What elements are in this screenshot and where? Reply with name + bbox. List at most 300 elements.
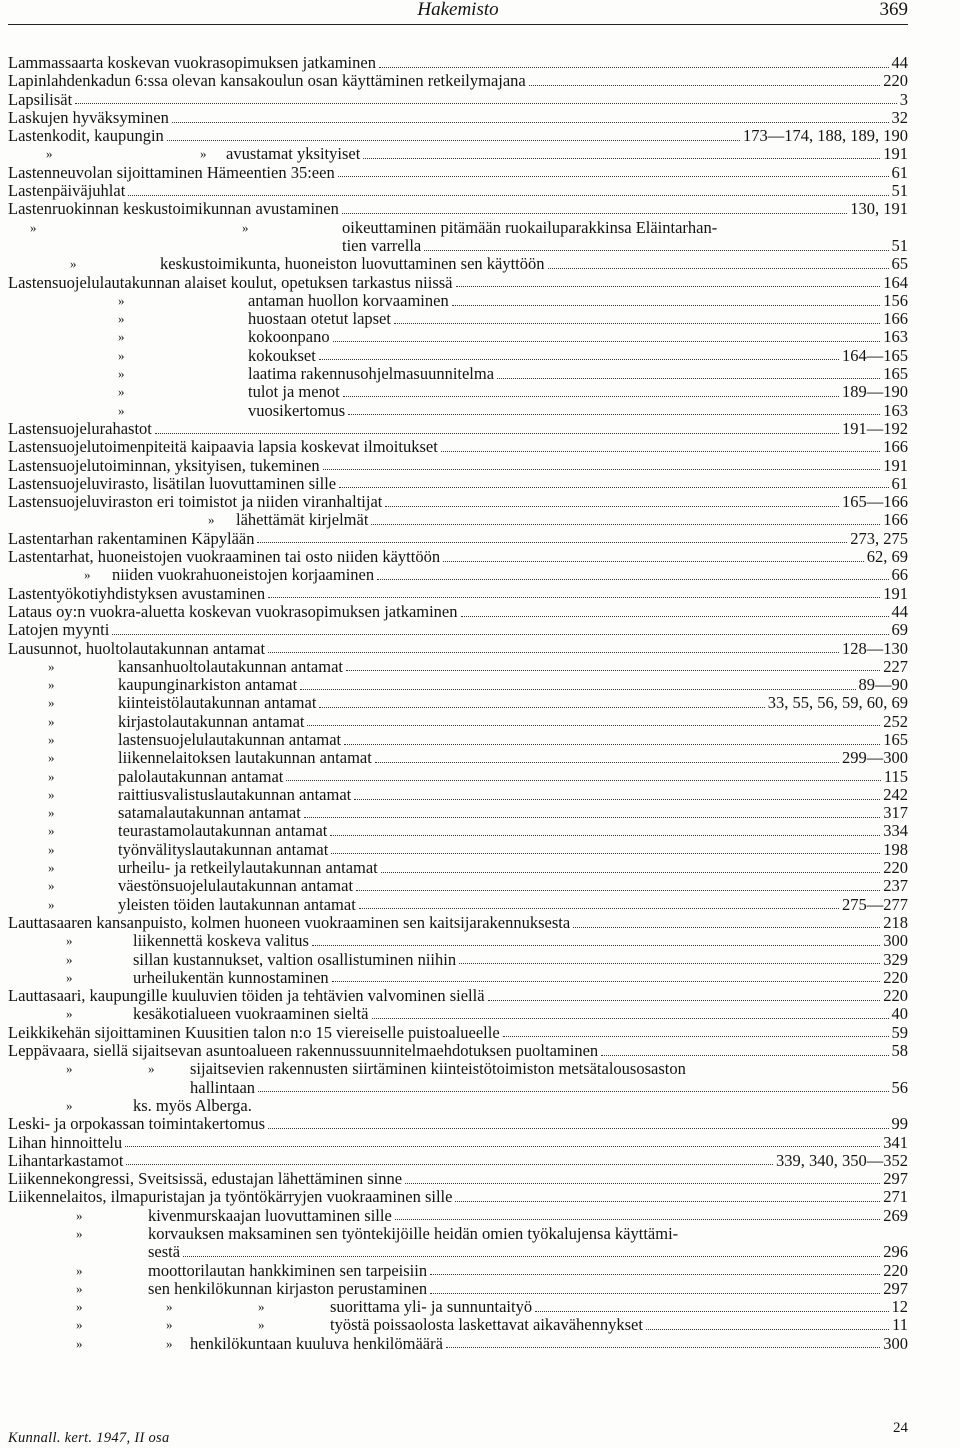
page-reference: 334 <box>883 821 908 841</box>
page-reference: 164—165 <box>842 345 908 365</box>
ditto-mark: » <box>30 219 37 235</box>
leader-dots <box>167 140 740 141</box>
page-reference: 51 <box>891 181 908 201</box>
page-reference: 220 <box>883 71 908 91</box>
index-entry <box>8 164 908 182</box>
ditto-mark: » <box>76 1299 83 1315</box>
leader-dots <box>354 799 880 800</box>
entry-text: Leikkikehän sijoittaminen Kuusitien talon n:o 15 viereiselle puistoalueelle <box>8 1022 500 1042</box>
index-entry <box>8 1005 908 1023</box>
leader-dots <box>183 1256 880 1257</box>
page-reference: 40 <box>891 1004 908 1024</box>
index-entry <box>8 457 908 475</box>
leader-dots <box>112 634 888 635</box>
page-reference: 227 <box>883 656 908 676</box>
leader-dots <box>459 963 880 964</box>
page-reference: 61 <box>891 162 908 182</box>
entry-text: työstä poissaolosta laskettavat aikavähennykset <box>330 1315 643 1335</box>
leader-dots <box>363 158 880 159</box>
page-reference: 218 <box>883 912 908 932</box>
index-entry <box>8 274 908 292</box>
entry-text: avustamat yksityiset <box>226 144 361 164</box>
entry-text: väestönsuojelulautakunnan antamat <box>118 876 354 896</box>
ditto-mark: » <box>76 1262 83 1278</box>
index-entry <box>8 859 908 877</box>
index-entry <box>8 383 908 401</box>
entry-text: Lastensuojelutoimenpiteitä kaipaavia lapsia koskevat ilmoitukset <box>8 437 438 457</box>
index-entry <box>8 731 908 749</box>
index-entry <box>8 438 908 456</box>
index-entry <box>8 255 908 273</box>
leader-dots <box>379 67 889 68</box>
page-reference: 3 <box>899 89 908 109</box>
page-number: 369 <box>879 0 908 20</box>
index-entry <box>8 1097 908 1115</box>
entry-text: suorittama yli- ja sunnuntaityö <box>330 1297 533 1317</box>
index-entry <box>8 219 908 256</box>
leader-dots <box>497 378 880 379</box>
signature-mark: 24 <box>893 1420 908 1436</box>
entry-text: hallintaan <box>190 1077 256 1097</box>
leader-dots <box>126 1164 773 1165</box>
leader-dots <box>312 945 880 946</box>
entry-text: Lastentarhat, huoneistojen vuokraaminen tai osto niiden käyttöön <box>8 547 441 567</box>
page-reference: 69 <box>891 620 908 640</box>
page-reference: 220 <box>883 1260 908 1280</box>
page-reference: 198 <box>883 839 908 859</box>
ditto-mark: » <box>166 1317 173 1333</box>
page-reference: 252 <box>883 711 908 731</box>
entry-text: Leppävaara, siellä sijaitsevan asuntoalueen rakennussuunnitelmaehdotuksen puoltaminen <box>8 1041 599 1061</box>
index-entry <box>8 896 908 914</box>
index-entry <box>8 1207 908 1225</box>
leader-dots <box>455 1201 880 1202</box>
leader-dots <box>372 1018 889 1019</box>
leader-dots <box>461 616 889 617</box>
ditto-mark: » <box>76 1317 83 1333</box>
entry-text: kaupunginarkiston antamat <box>118 675 298 695</box>
leader-dots <box>405 1183 880 1184</box>
page-reference: 165—166 <box>842 492 908 512</box>
index-entry <box>8 402 908 420</box>
entry-text: kiinteistölautakunnan antamat <box>118 693 317 713</box>
index-entry <box>8 530 908 548</box>
ditto-mark: » <box>48 841 55 857</box>
entry-text: Liikennelaitos, ilmapuristajan ja työntökärryjen vuokraaminen sille <box>8 1187 453 1207</box>
leader-dots <box>125 1146 880 1147</box>
entry-text: liikennettä koskeva valitus <box>133 931 309 951</box>
entry-text: Lastenruokinnan keskustoimikunnan avustaminen <box>8 199 339 219</box>
leader-dots <box>75 103 897 104</box>
page-reference: 191—192 <box>842 418 908 438</box>
page-reference: 56 <box>891 1077 908 1097</box>
entry-text: oikeuttaminen pitämään ruokailuparakkinsa Eläintarhan- <box>342 217 718 237</box>
ditto-mark: » <box>258 1317 265 1333</box>
index-entry <box>8 91 908 109</box>
index-entry <box>8 1298 908 1316</box>
leader-dots <box>395 1219 880 1220</box>
page-reference: 163 <box>883 327 908 347</box>
leader-dots <box>441 451 880 452</box>
ditto-mark: » <box>118 402 125 418</box>
index-entry <box>8 640 908 658</box>
page-reference: 173—174, 188, 189, 190 <box>743 126 908 146</box>
page-reference: 32 <box>891 107 908 127</box>
page-header <box>8 0 908 25</box>
ditto-mark: » <box>66 1061 73 1077</box>
page-reference: 269 <box>883 1205 908 1225</box>
leader-dots <box>344 744 880 745</box>
ditto-mark: » <box>118 366 125 382</box>
entry-text: Latojen myynti <box>8 620 110 640</box>
entry-text: Leski- ja orpokassan toimintakertomus <box>8 1114 266 1134</box>
entry-text: Lastensuojeluviraston eri toimistot ja niiden viranhaltijat <box>8 492 383 512</box>
ditto-mark: » <box>48 677 55 693</box>
entry-text: kivenmurskaajan luovuttaminen sille <box>148 1205 392 1225</box>
ditto-mark: » <box>200 146 207 162</box>
entry-text: lähettämät kirjelmät <box>236 510 369 530</box>
page-reference: 33, 55, 56, 59, 60, 69 <box>767 693 908 713</box>
leader-dots <box>430 1274 880 1275</box>
running-title: Hakemisto <box>417 0 499 20</box>
entry-text: tulot ja menot <box>248 382 340 402</box>
leader-dots <box>128 195 888 196</box>
entry-text: Laskujen hyväksyminen <box>8 107 169 127</box>
page-reference: 66 <box>891 565 908 585</box>
index-entry <box>8 54 908 72</box>
entry-text: Lataus oy:n vuokra-aluetta koskevan vuokrasopimuksen jatkaminen <box>8 601 458 621</box>
index-entry <box>8 72 908 90</box>
index-entry <box>8 292 908 310</box>
index-entry <box>8 365 908 383</box>
page-reference: 242 <box>883 784 908 804</box>
leader-dots <box>371 524 880 525</box>
entry-text: ks. myös Alberga. <box>133 1095 252 1115</box>
leader-dots <box>319 359 839 360</box>
entry-text: Lapsilisät <box>8 89 73 109</box>
index-entry <box>8 420 908 438</box>
index-entry <box>8 328 908 346</box>
ditto-mark: » <box>48 713 55 729</box>
page-footer <box>8 1420 908 1448</box>
entry-text: urheilu- ja retkeilylautakunnan antamat <box>118 858 378 878</box>
leader-dots <box>381 872 880 873</box>
leader-dots <box>172 122 889 123</box>
index-entry <box>8 841 908 859</box>
entry-text: Lammassaarta koskevan vuokrasopimuksen jatkaminen <box>8 53 376 72</box>
page-reference: 89—90 <box>858 675 908 695</box>
entry-text: Lastensuojelutoiminnan, yksityisen, tukeminen <box>8 455 320 475</box>
entry-text: sillan kustannukset, valtion osallistuminen niihin <box>133 949 457 969</box>
ditto-mark: » <box>48 878 55 894</box>
leader-dots <box>300 689 855 690</box>
entry-text: palolautakunnan antamat <box>118 766 284 786</box>
page-reference: 300 <box>883 1333 908 1353</box>
index-entry <box>8 621 908 639</box>
ditto-mark: » <box>148 1061 155 1077</box>
index-entry <box>8 676 908 694</box>
entry-text: Lihantarkastamot <box>8 1150 124 1170</box>
entry-text: sijaitsevien rakennusten siirtäminen kiinteistötoimiston metsätalousosaston <box>190 1059 686 1079</box>
entry-text: Lastentyökotiyhdistyksen avustaminen <box>8 583 266 603</box>
page-reference: 62, 69 <box>866 547 908 567</box>
entry-text: satamalautakunnan antamat <box>118 803 301 823</box>
index-entry <box>8 1170 908 1188</box>
entry-text: niiden vuokrahuoneistojen korjaaminen <box>112 565 375 585</box>
ditto-mark: » <box>66 969 73 985</box>
entry-text: raittiusvalistuslautakunnan antamat <box>118 784 352 804</box>
ditto-mark: » <box>66 951 73 967</box>
index-entry <box>8 109 908 127</box>
index-entry <box>8 182 908 200</box>
leader-dots <box>307 725 880 726</box>
index-entry <box>8 969 908 987</box>
ditto-mark: » <box>48 750 55 766</box>
page-reference: 164 <box>883 272 908 292</box>
ditto-mark: » <box>208 512 215 528</box>
leader-dots <box>331 853 880 854</box>
page-reference: 166 <box>883 510 908 530</box>
index-entry <box>8 932 908 950</box>
leader-dots <box>155 433 839 434</box>
entry-text: urheilukentän kunnostaminen <box>133 967 329 987</box>
index-entry <box>8 694 908 712</box>
leader-dots <box>456 286 881 287</box>
leader-dots <box>385 506 839 507</box>
index-entry <box>8 1262 908 1280</box>
entry-text: Lastensuojeluvirasto, lisätilan luovuttaminen sille <box>8 473 337 493</box>
page-reference: 220 <box>883 986 908 1006</box>
ditto-mark: » <box>48 658 55 674</box>
index-entry <box>8 127 908 145</box>
leader-dots <box>446 1347 880 1348</box>
entry-text: Lihan hinnoittelu <box>8 1132 123 1152</box>
ditto-mark: » <box>48 823 55 839</box>
ditto-mark: » <box>76 1280 83 1296</box>
ditto-mark: » <box>76 1226 83 1241</box>
index-entry <box>8 1280 908 1298</box>
page-reference: 339, 340, 350—352 <box>776 1150 908 1170</box>
leader-dots <box>503 1036 889 1037</box>
ditto-mark: » <box>48 768 55 784</box>
entry-text: Lastensuojelurahastot <box>8 418 152 438</box>
entry-text: vuosikertomus <box>248 400 346 420</box>
index-entry <box>8 786 908 804</box>
ditto-mark: » <box>66 933 73 949</box>
entry-text: Liikennekongressi, Sveitsissä, edustajan lähettäminen sinne <box>8 1169 403 1189</box>
leader-dots <box>268 652 839 653</box>
index-entry <box>8 877 908 895</box>
entry-text: teurastamolautakunnan antamat <box>118 821 328 841</box>
index-entry <box>8 658 908 676</box>
entry-text: Lastenkodit, kaupungin <box>8 126 164 146</box>
entry-text: Lausunnot, huoltolautakunnan antamat <box>8 638 266 658</box>
page-reference: 271 <box>883 1187 908 1207</box>
page-reference: 237 <box>883 876 908 896</box>
entry-text: sestä <box>148 1242 181 1262</box>
ditto-mark: » <box>66 1006 73 1022</box>
page-reference: 65 <box>891 254 908 274</box>
entry-text: huostaan otetut lapset <box>248 309 391 329</box>
leader-dots <box>346 670 880 671</box>
page-reference: 220 <box>883 967 908 987</box>
index-list <box>8 54 908 1353</box>
page-reference: 166 <box>883 437 908 457</box>
index-entry <box>8 951 908 969</box>
leader-dots <box>258 1091 888 1092</box>
page-reference: 191 <box>883 144 908 164</box>
entry-text: Lastensuojelulautakunnan alaiset koulut, opetuksen tarkastus niissä <box>8 272 453 292</box>
index-entry <box>8 493 908 511</box>
entry-text: kokoonpano <box>248 327 330 347</box>
entry-text: Lastentarhan rakentaminen Käpylään <box>8 528 255 548</box>
ditto-mark: » <box>46 146 53 162</box>
entry-text: työnvälityslautakunnan antamat <box>118 839 329 859</box>
page-reference: 300 <box>883 931 908 951</box>
leader-dots <box>268 1128 888 1129</box>
leader-dots <box>339 487 888 488</box>
index-entry <box>8 822 908 840</box>
entry-text: Lauttasaari, kaupungille kuuluvien töiden ja tehtävien valvominen siellä <box>8 986 485 1006</box>
index-entry <box>8 1134 908 1152</box>
leader-dots <box>286 780 880 781</box>
leader-dots <box>332 981 881 982</box>
leader-dots <box>529 85 880 86</box>
leader-dots <box>319 707 764 708</box>
leader-dots <box>430 1293 880 1294</box>
page-reference: 299—300 <box>842 748 908 768</box>
ditto-mark: » <box>242 219 249 235</box>
ditto-mark: » <box>70 256 77 272</box>
leader-dots <box>356 890 880 891</box>
index-entry <box>8 511 908 529</box>
page-reference: 44 <box>891 53 908 72</box>
entry-text: korvauksen maksaminen sen työntekijöille heidän omien työkalujensa käyttämi- <box>148 1224 679 1243</box>
leader-dots <box>257 542 847 543</box>
entry-text: henkilökuntaan kuuluva henkilömäärä <box>190 1333 443 1353</box>
page-reference: 275—277 <box>842 894 908 914</box>
ditto-mark: » <box>48 786 55 802</box>
ditto-mark: » <box>66 1097 73 1113</box>
ditto-mark: » <box>76 1335 83 1351</box>
entry-text: kesäkotialueen vuokraaminen sieltä <box>133 1004 369 1024</box>
index-entry <box>8 749 908 767</box>
leader-dots <box>268 597 880 598</box>
ditto-mark: » <box>118 347 125 363</box>
page-reference: 341 <box>883 1132 908 1152</box>
page-reference: 44 <box>891 601 908 621</box>
leader-dots <box>394 323 880 324</box>
leader-dots <box>443 561 864 562</box>
page-reference: 99 <box>891 1114 908 1134</box>
index-entry <box>8 310 908 328</box>
index-entry <box>8 603 908 621</box>
entry-text: yleisten töiden lautakunnan antamat <box>118 894 356 914</box>
index-entry <box>8 914 908 932</box>
index-entry <box>8 1024 908 1042</box>
entry-text: kirjastolautakunnan antamat <box>118 711 305 731</box>
page-reference: 317 <box>883 803 908 823</box>
ditto-mark: » <box>48 731 55 747</box>
leader-dots <box>377 579 888 580</box>
leader-dots <box>342 213 847 214</box>
entry-text: moottorilautan hankkiminen sen tarpeisiin <box>148 1260 428 1280</box>
ditto-mark: » <box>76 1207 83 1223</box>
leader-dots <box>452 305 881 306</box>
page-reference: 165 <box>883 729 908 749</box>
index-entry <box>8 347 908 365</box>
page-reference: 191 <box>883 583 908 603</box>
index-entry <box>8 1225 908 1262</box>
page-reference: 189—190 <box>842 382 908 402</box>
leader-dots <box>304 817 880 818</box>
page-reference: 58 <box>891 1041 908 1061</box>
index-entry <box>8 713 908 731</box>
publication-source: Kunnall. kert. 1947, II osa <box>8 1430 170 1446</box>
index-entry <box>8 475 908 493</box>
index-entry <box>8 1060 908 1097</box>
ditto-mark: » <box>48 695 55 711</box>
page-reference: 11 <box>892 1315 908 1335</box>
page-reference: 191 <box>883 455 908 475</box>
leader-dots <box>330 835 880 836</box>
ditto-mark: » <box>48 896 55 912</box>
index-entry <box>8 585 908 603</box>
ditto-mark: » <box>166 1335 173 1351</box>
index-entry <box>8 1335 908 1353</box>
entry-text: lastensuojelulautakunnan antamat <box>118 729 342 749</box>
page-reference: 166 <box>883 309 908 329</box>
entry-text: Lapinlahdenkadun 6:ssa olevan kansakoulun osan käyttäminen retkeilymajana <box>8 71 526 91</box>
page-reference: 297 <box>883 1169 908 1189</box>
entry-text: Lastenneuvolan sijoittaminen Hämeentien 35:een <box>8 162 335 182</box>
index-entry <box>8 1316 908 1334</box>
page-reference: 128—130 <box>842 638 908 658</box>
leader-dots <box>573 927 880 928</box>
leader-dots <box>488 1000 881 1001</box>
page-reference: 163 <box>883 400 908 420</box>
page-reference: 329 <box>883 949 908 969</box>
entry-text: keskustoimikunta, huoneiston luovuttaminen sen käyttöön <box>160 254 545 274</box>
leader-dots <box>333 341 881 342</box>
index-entry <box>8 566 908 584</box>
ditto-mark: » <box>48 805 55 821</box>
index-entry <box>8 200 908 218</box>
leader-dots <box>348 414 880 415</box>
entry-text: kokoukset <box>248 345 316 365</box>
entry-text: Lauttasaaren kansanpuisto, kolmen huoneen vuokraaminen sen kaitsijarakennuksesta <box>8 912 571 932</box>
entry-text: tien varrella <box>342 235 422 255</box>
entry-text: antaman huollon korvaaminen <box>248 290 449 310</box>
index-entry <box>8 1188 908 1206</box>
page-reference: 61 <box>891 473 908 493</box>
leader-dots <box>646 1329 889 1330</box>
entry-text: liikennelaitoksen lautakunnan antamat <box>118 748 372 768</box>
entry-text: kansanhuoltolautakunnan antamat <box>118 656 343 676</box>
leader-dots <box>548 268 889 269</box>
leader-dots <box>601 1055 888 1056</box>
ditto-mark: » <box>166 1299 173 1315</box>
index-entry <box>8 1115 908 1133</box>
page-reference: 273, 275 <box>850 528 908 548</box>
ditto-mark: » <box>84 567 91 583</box>
leader-dots <box>535 1311 888 1312</box>
index-entry <box>8 987 908 1005</box>
leader-dots <box>343 396 839 397</box>
leader-dots <box>338 176 889 177</box>
ditto-mark: » <box>118 384 125 400</box>
page-reference: 165 <box>883 364 908 384</box>
